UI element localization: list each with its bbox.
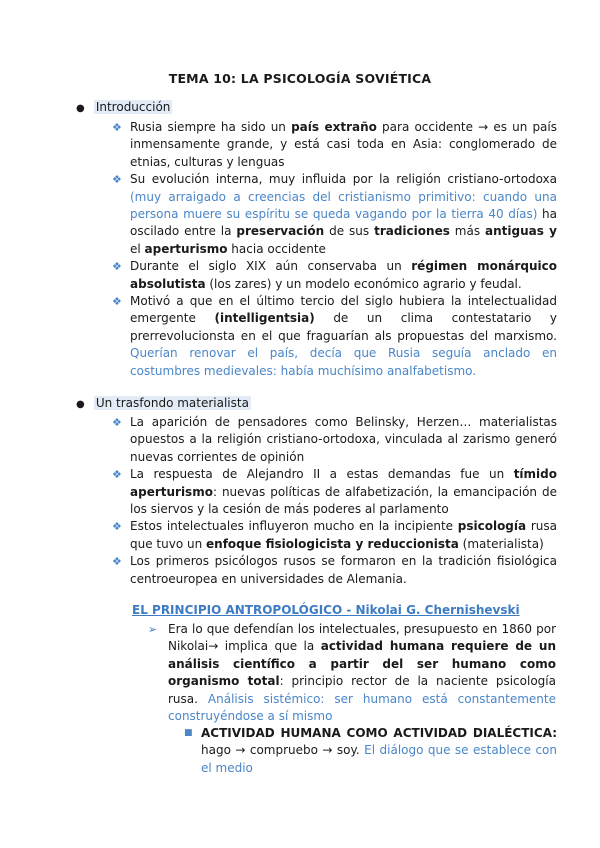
item-bold-text: país extraño: [291, 120, 377, 134]
list-item: [184, 725, 557, 777]
item-text: Durante el siglo XIX aún conservaba un: [130, 259, 412, 274]
item-text: (materialista): [458, 536, 544, 551]
bullet-icon: ●: [76, 399, 85, 410]
list-item: [112, 466, 557, 518]
section-items-introduccion: [112, 119, 557, 380]
item-note-text: El diálogo que se establece con el medio: [201, 743, 557, 775]
section-heading-introduccion: [76, 98, 172, 116]
item-text: La aparición de pensadores como Belinsky, Herzen… materialistas opuestos a la religión cristiano-ortodoxa, vinculada al zarismo generó nuevas corrientes de opinión: [130, 415, 557, 464]
item-text: ha oscilado entre la: [130, 207, 558, 239]
diamond-bullet-icon: ❖: [112, 295, 122, 309]
section-heading-text: Introducción: [95, 100, 171, 114]
list-item: [112, 518, 557, 553]
item-bold-text: tímido aperturismo: [130, 467, 557, 499]
item-bold-text: enfoque fisiologicista y reduccionista: [206, 536, 459, 551]
item-bold-text: psicología: [457, 519, 527, 534]
item-bold-text: ACTIVIDAD HUMANA COMO ACTIVIDAD DIALÉCTICA:: [201, 726, 557, 740]
list-item: [148, 621, 556, 725]
bullet-icon: ●: [76, 103, 85, 114]
item-bold-text: (intelligentsia): [214, 311, 315, 326]
diamond-bullet-icon: ❖: [112, 520, 122, 534]
list-item: [112, 119, 557, 171]
item-text: Era lo que defendían los intelectuales, presupuesto en 1860 por Nikolai→ implica que la: [168, 622, 556, 654]
item-text: (los zares) y un modelo económico agrario y feudal.: [205, 276, 522, 291]
item-text: de un clima contestatario y prerrevolucionsta en el que fraguarían als propuestas del marxismo.: [130, 311, 558, 343]
diamond-bullet-icon: ❖: [112, 173, 122, 187]
item-bold-text: régimen monárquico absolutista: [130, 259, 557, 291]
list-item: [112, 293, 557, 380]
item-note-text: (muy arraigado a creencias del cristianismo primitivo: cuando una persona muere su espíritu se queda vagando por la tierra 40 días): [130, 189, 557, 222]
diamond-bullet-icon: ❖: [112, 416, 122, 429]
diamond-bullet-icon: ❖: [112, 468, 122, 482]
item-bold-text: tradiciones: [374, 224, 450, 239]
list-item: [112, 171, 557, 258]
item-text: el: [130, 241, 145, 256]
diamond-bullet-icon: ❖: [112, 121, 122, 134]
item-text: Motivó a que en el último tercio del siglo hubiera la intelectualidad emergente: [130, 294, 557, 326]
item-text: hago → compruebo → soy.: [201, 743, 365, 758]
item-text: más: [449, 224, 485, 239]
item-note-text: Análisis sistémico: ser humano está constantemente construyéndose a sí mismo: [168, 691, 556, 724]
list-item: [112, 414, 557, 466]
item-text: para occidente → es un país inmensamente grande, y está casi toda en Asia: conglomerado de etnias, culturas y lenguas: [130, 120, 557, 169]
item-bold-text: actividad humana requiere de un análisis científico a partir del ser humano como organismo total: [168, 639, 556, 689]
item-text: Estos intelectuales influyeron mucho en la incipiente: [130, 519, 458, 534]
diamond-bullet-icon: ❖: [112, 260, 122, 274]
subsection-title: EL PRINCIPIO ANTROPOLÓGICO - Nikolai G. Chernishevski: [132, 603, 520, 617]
section-heading-trasfondo: [76, 394, 251, 412]
item-bold-text: preservación: [236, 224, 325, 239]
square-bullet-icon: ■: [184, 728, 193, 738]
item-text: rusa que tuvo un: [130, 519, 557, 551]
item-text: hacia occidente: [227, 241, 326, 256]
item-text: La respuesta de Alejandro II a estas demandas fue un: [130, 467, 514, 482]
diamond-bullet-icon: ❖: [112, 555, 122, 569]
section-heading-text: Un trasfondo materialista: [95, 396, 249, 410]
item-text: : nuevas políticas de alfabetización, la emancipación de los siervos y la cesión de más poderes al parlamento: [130, 484, 557, 517]
page-title: TEMA 10: LA PSICOLOGÍA SOVIÉTICA: [168, 71, 432, 86]
item-note-text: Querían renovar el país, decía que Rusia seguía anclado en costumbres medievales: había muchísimo analfabetismo.: [130, 346, 557, 378]
item-text: : principio rector de la naciente psicología rusa.: [168, 674, 556, 706]
subsection-items: [148, 621, 556, 725]
item-text: de sus: [324, 224, 375, 239]
item-text: Los primeros psicólogos rusos se formaron en la tradición fisiológica centroeuropea en universidades de Alemania.: [130, 554, 557, 586]
item-bold-text: antiguas y: [485, 224, 557, 239]
subsection-subitems: [184, 725, 557, 777]
item-bold-text: aperturismo: [144, 241, 228, 256]
item-text: Rusia siempre ha sido un: [130, 120, 292, 134]
arrow-bullet-icon: ➢: [148, 623, 158, 636]
section-items-trasfondo: [112, 414, 557, 588]
list-item: [112, 258, 557, 293]
item-text: Su evolución interna, muy influida por la religión cristiano-ortodoxa: [130, 172, 557, 187]
list-item: [112, 553, 557, 588]
